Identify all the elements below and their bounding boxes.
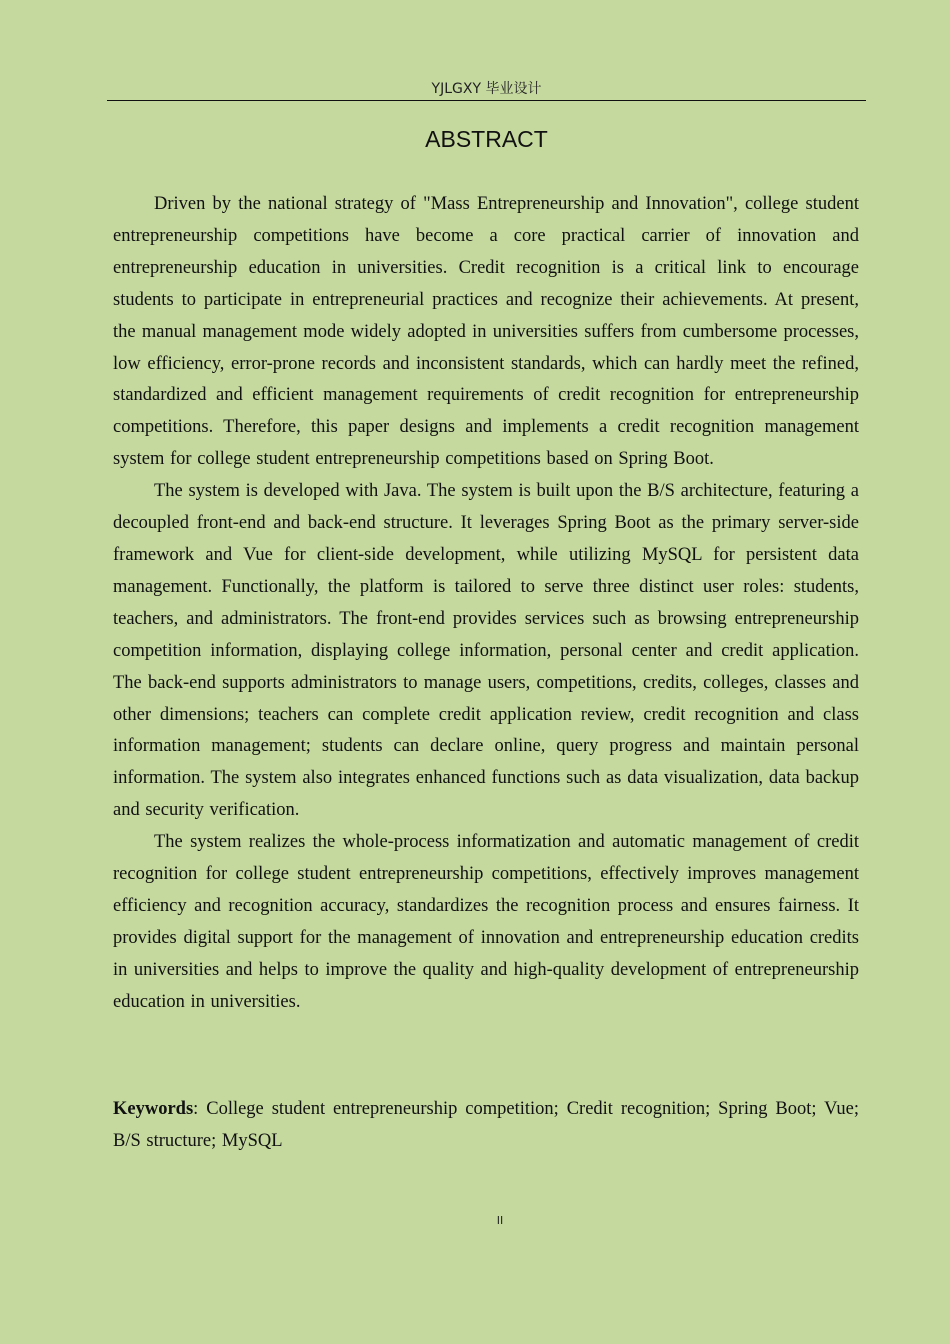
page-header: YJLGXY 毕业设计 (107, 78, 866, 101)
abstract-body (113, 189, 859, 1019)
abstract-paragraph-2: The system is developed with Java. The system is built upon the B/S architecture, featuring a decoupled front-end and back-end structure. It leverages Spring Boot as the primary server-side framework and Vue for client-side development, while utilizing MySQL for persistent data management. Functionally, the platform is tailored to serve three distinct user roles: students, teachers, and administrators. The front-end provides services such as browsing entrepreneurship competition information, displaying college information, personal center and credit application. The back-end supports administrators to manage users, competitions, credits, colleges, classes and other dimensions; teachers can complete credit application review, credit recognition and class information management; students can declare online, query progress and maintain personal information. The system also integrates enhanced functions such as data visualization, data backup and security verification. (113, 481, 859, 821)
abstract-paragraph-3: The system realizes the whole-process informatization and automatic management of credit recognition for college student entrepreneurship competitions, effectively improves management efficiency and recognition accuracy, standardizes the recognition process and ensures fairness. It provides digital support for the management of innovation and entrepreneurship education credits in universities and helps to improve the quality and high-quality development of entrepreneurship education in universities. (113, 832, 859, 1012)
abstract-paragraph-1: Driven by the national strategy of "Mass Entrepreneurship and Innovation", college student entrepreneurship competitions have become a core practical carrier of innovation and entrepreneurship education in universities. Credit recognition is a critical link to encourage students to participate in entrepreneurial practices and recognize their achievements. At present, the manual management mode widely adopted in universities suffers from cumbersome processes, low efficiency, error-prone records and inconsistent standards, which can hardly meet the refined, standardized and efficient management requirements of credit recognition for entrepreneurship competitions. Therefore, this paper designs and implements a credit recognition management system for college student entrepreneurship competitions based on Spring Boot. (113, 194, 859, 470)
keywords-line (113, 1094, 859, 1158)
page-number: II (496, 1214, 504, 1227)
keywords-text: : College student entrepreneurship competition; Credit recognition; Spring Boot; Vue; B/S structure; MySQL (113, 1099, 859, 1151)
keywords-label: Keywords (113, 1099, 194, 1119)
abstract-title: ABSTRACT (425, 126, 548, 152)
